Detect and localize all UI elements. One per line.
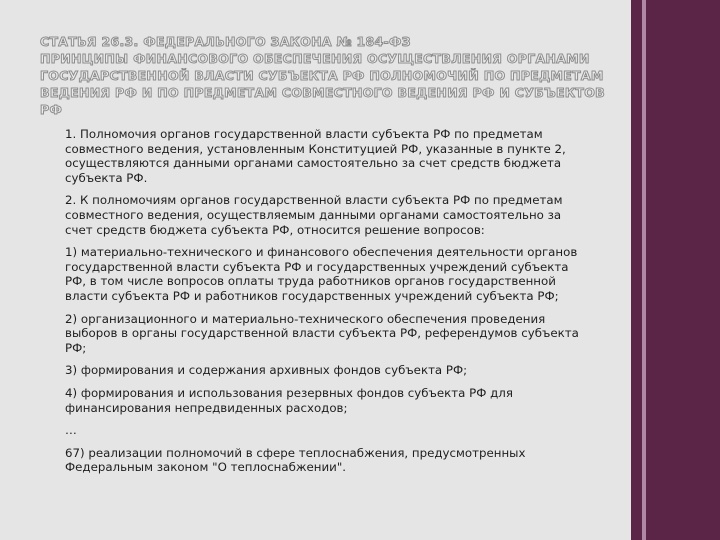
slide-title: СТАТЬЯ 26.3. ФЕДЕРАЛЬНОГО ЗАКОНА № 184-ФЗ ПРИНЦИПЫ ФИНАНСОВОГО ОБЕСПЕЧЕНИЯ ОСУЩЕСТВЛЕНИЯ ОРГАНАМИ ГОСУДАРСТВЕННОЙ ВЛАСТИ СУБЪЕКТА РФ ПОЛНОМОЧИЙ ПО ПРЕДМЕТАМ ВЕДЕНИЯ РФ И ПО ПРЕДМЕТАМ СОВМЕСТНОГО ВЕДЕНИЯ РФ И СУБЪЕКТОВ РФ — [40, 34, 605, 117]
list-item — [41, 127, 597, 185]
list-item-text: 2) организационного и материально-технического обеспечения проведения выборов в органы государственной власти субъекта РФ, референдумов субъекта РФ; — [65, 311, 579, 355]
list-item-text: … — [65, 423, 77, 438]
sidebar-stripe — [642, 0, 646, 540]
list-item-text: 1) материально-технического и финансового обеспечения деятельности органов государственной власти субъекта РФ и государственных учреждений субъекта РФ, в том числе вопросов оплаты труда работников органов государственной власти субъекта РФ и работников государственных учреждений субъекта РФ; — [65, 245, 578, 303]
list-item — [41, 386, 597, 415]
list-item-text: 4) формирования и использования резервных фондов субъекта РФ для финансирования непредвиденных расходов; — [65, 385, 513, 415]
list-item — [41, 423, 597, 438]
list-item — [41, 363, 597, 378]
list-item — [41, 245, 597, 303]
list-item — [41, 193, 597, 237]
list-item-text: 67) реализации полномочий в сфере теплоснабжения, предусмотренных Федеральным законом "О теплоснабжении". — [65, 445, 526, 475]
list-item-text: 3) формирования и содержания архивных фондов субъекта РФ; — [65, 363, 468, 378]
bullet-list — [41, 127, 597, 483]
list-item-text: 2. К полномочиям органов государственной власти субъекта РФ по предметам совместного ведения, осуществляемым данными органами самостоятельно за счет средств бюджета субъекта РФ, относится решение вопросов: — [65, 193, 563, 237]
list-item-text: 1. Полномочия органов государственной власти субъекта РФ по предметам совместного ведения, установленным Конституцией РФ, указанные в пункте 2, осуществляются данными органами самостоятельно за счет средств бюджета субъекта РФ. — [65, 127, 566, 185]
list-item — [41, 312, 597, 356]
list-item — [41, 446, 597, 475]
